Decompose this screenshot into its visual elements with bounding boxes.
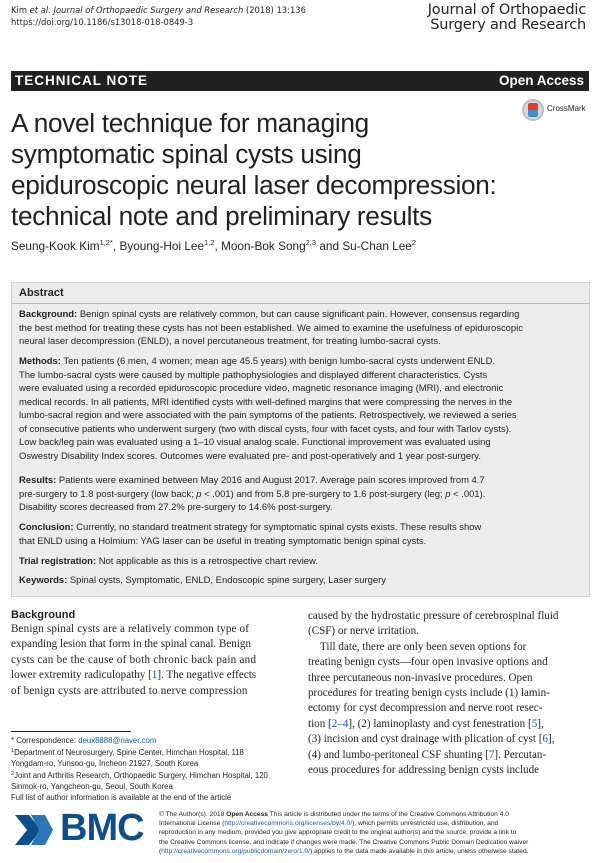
article-title <box>11 108 571 232</box>
body-line: Benign spinal cysts are a relatively common type of <box>11 623 250 635</box>
body-line: cysts can be the cause of both chronic back pain and <box>11 653 257 666</box>
public-domain-url-link[interactable]: http://creativecommons.org/publicdomain/zero/1.0/ <box>161 847 310 855</box>
doi-link[interactable]: https://doi.org/10.1186/s13018-018-0849-3 <box>11 17 194 27</box>
abstract-line: medical records. In all patients, MRI identified cysts with well-defined margins that were compressing the nerves in the <box>19 396 513 408</box>
bmc-logo-text: BMC <box>60 807 144 849</box>
body-line: Till date, there are only been seven options for <box>320 640 527 653</box>
citation-line <box>11 4 306 16</box>
reference-link[interactable]: 5 <box>531 717 538 730</box>
body-line: caused by the hydrostatic pressure of cerebrospinal fluid <box>308 610 559 622</box>
abstract-label: Trial registration: <box>19 556 97 567</box>
license-line <box>159 810 594 819</box>
abstract-background <box>19 308 585 349</box>
license-text: International License ( <box>159 820 225 828</box>
abstract-line <box>19 355 585 369</box>
body-paragraph-continued <box>308 655 589 778</box>
body-paragraph <box>308 609 589 640</box>
author-list <box>11 238 416 253</box>
body-line: (CSF) or nerve irritation. <box>308 625 419 638</box>
license-text: ), which permits unrestricted use, distribution, and <box>352 820 499 828</box>
reference-link[interactable]: 7 <box>488 748 495 761</box>
abstract-text: Benign spinal cysts are relatively common, but can cause significant pain. However, consensus regarding <box>77 309 520 320</box>
body-line <box>11 668 291 683</box>
affiliation-line <box>11 746 296 758</box>
abstract-line <box>19 308 585 322</box>
body-line: ectomy for cyst decompression and nerve root resec- <box>308 702 543 715</box>
article-type-bar <box>11 71 589 91</box>
body-text: lower extremity radiculopathy [ <box>11 669 152 682</box>
author-affiliation-sup: 2 <box>411 238 417 247</box>
license-line <box>159 819 594 828</box>
journal-name-line2: Surgery and Research <box>430 17 586 33</box>
abstract-results <box>19 474 585 515</box>
reference-link[interactable]: 6 <box>542 733 548 746</box>
abstract-text: Patients were examined between May 2016 and August 2017. Average pain scores improved from 4.7 <box>56 475 485 486</box>
abstract-line: neural laser decompression (ENLD), a novel percutaneous treatment, for treating lumbo-sacral cysts. <box>19 336 441 347</box>
p-value-symbol: p <box>196 488 202 500</box>
abstract-heading: Abstract <box>19 287 64 299</box>
author-affiliation-sup: 2,3 <box>305 238 317 247</box>
abstract-line: the best method for treating these cysts has not been established. We aimed to examine the usefulness of epiduroscopic <box>19 322 523 334</box>
abstract-box <box>11 282 590 597</box>
open-access-label: Open Access <box>498 73 584 88</box>
author-name[interactable]: and Su-Chan Lee <box>316 239 412 253</box>
abstract-divider <box>12 303 589 304</box>
abstract-label: Keywords: <box>19 575 68 586</box>
author-affiliation-sup: 1,2* <box>99 238 113 247</box>
open-access-note: Open Access <box>226 811 268 818</box>
abstract-conclusion <box>19 521 585 548</box>
footnotes <box>11 735 296 803</box>
crossmark-label: CrossMark <box>547 104 586 113</box>
abstract-line: The lumbo-sacral cysts were caused by multiple pathophysiologies and displayed different characteristics. Cysts <box>19 369 488 381</box>
body-line: three percutaneous non-invasive procedures. Open <box>308 671 533 684</box>
journal-name-line1: Journal of Orthopaedic <box>427 2 586 18</box>
citation-authors: Kim <box>11 5 30 15</box>
abstract-text: Not applicable as this is a retrospective chart review. <box>96 556 318 567</box>
citation-journal: et al. Journal of Orthopaedic Surgery and Research <box>29 5 244 15</box>
author-name[interactable]: , Moon-Bok Song <box>214 239 306 253</box>
abstract-text: Ten patients (6 men, 4 women; mean age 45.5 years) with benign lumbo-sacral cysts underwent ENLD. <box>60 356 496 367</box>
section-heading-background: Background <box>11 609 76 621</box>
author-name[interactable]: Seung-Kook Kim <box>11 239 100 253</box>
body-line: of benign cysts are attributed to nerve compression <box>11 684 248 697</box>
author-affiliation-sup: 1,2 <box>204 238 215 247</box>
full-author-info-note: Full list of author information is available at the end of the article <box>11 793 232 802</box>
bmc-logo[interactable] <box>11 807 146 850</box>
abstract-methods <box>19 355 585 463</box>
abstract-label: Results: <box>19 475 57 486</box>
abstract-text: Spinal cysts, Symptomatic, ENLD, Endoscopic spine surgery, Laser surgery <box>67 575 386 586</box>
correspondence-label: * Correspondence: <box>11 736 79 745</box>
affiliation-text: Department of Neurosurgery, Spine Center, Himchan Hospital, 118 <box>14 748 244 757</box>
abstract-line: lumbo-sacral region and were associated with the pain symptoms of the patients. Retrospectively, we reviewed a series <box>19 410 517 421</box>
abstract-line <box>19 521 585 535</box>
body-line: procedures for treating benign cysts include (1) lamin- <box>308 687 550 700</box>
license-text: ) applies to the data made available in this article, unless otherwise stated. <box>309 847 529 855</box>
abstract-line: that ENLD using a Holmium: YAG laser can be useful in treating symptomatic benign spinal cysts. <box>19 535 427 547</box>
author-name[interactable]: , Byoung-Hoi Lee <box>112 239 205 253</box>
body-text: ]. Percutan- <box>494 748 547 761</box>
body-text: ], (2) laminoplasty and cyst fenestration [ <box>348 717 532 730</box>
correspondence-email-link[interactable]: deux8888@naver.com <box>78 736 157 745</box>
abstract-text: Currently, no standard treatment strategy for symptomatic spinal cysts exists. These results show <box>73 522 482 533</box>
abstract-line <box>19 474 585 488</box>
abstract-label: Methods: <box>19 356 61 367</box>
title-line: epiduroscopic neural laser decompression: <box>11 170 497 200</box>
body-line: treating benign cysts—four open invasive options and <box>308 656 548 669</box>
body-line <box>308 748 589 763</box>
article-type-label: TECHNICAL NOTE <box>15 73 149 88</box>
abstract-line: Oswestry Disability Index scores. Outcomes were evaluated pre- and post-operatively and 1 year post-surgery. <box>19 450 481 462</box>
body-text: (3) incision and cyst drainage with plication of cyst [ <box>308 733 543 746</box>
license-text: This article is distributed under the terms of the Creative Commons Attribution 4.0 <box>268 811 509 818</box>
license-line: the Creative Commons license, and indicate if changes were made. The Creative Commons Public Domain Dedication waiver <box>159 838 529 846</box>
journal-name <box>428 3 586 33</box>
abstract-label: Conclusion: <box>19 522 74 533</box>
affiliation-sup: 2 <box>11 771 15 777</box>
body-right-column <box>308 609 589 778</box>
abstract-line: Disability scores decreased from 27.2% pre-surgery to 14.6% post-surgery. <box>19 502 333 513</box>
body-line <box>308 732 589 747</box>
license-text: ( <box>159 847 162 855</box>
abstract-line <box>19 574 585 588</box>
abstract-keywords <box>19 574 585 588</box>
abstract-label: Background: <box>19 309 78 320</box>
footnote-divider <box>11 731 131 732</box>
body-line: eous procedures for addressing benign cysts include <box>308 764 540 777</box>
body-line: expanding lesion that form in the spinal canal. Benign <box>11 638 251 651</box>
affiliation-line: Sinmok-ro, Yangcheon-gu, Seoul, South Korea <box>11 782 173 791</box>
title-line: technical note and preliminary results <box>11 201 432 231</box>
body-text: ], <box>537 717 544 730</box>
abstract-line <box>19 488 585 502</box>
affiliation-line <box>11 769 296 781</box>
abstract-text: < .001). <box>450 488 486 500</box>
p-value-symbol: p <box>445 488 451 500</box>
license-line <box>159 847 594 856</box>
affiliation-text: Joint and Arthritis Research, Orthopaedic Surgery, Himchan Hospital, 120 <box>14 771 268 780</box>
body-paragraph <box>308 640 589 655</box>
affiliation-sup: 1 <box>11 748 15 754</box>
title-line: A novel technique for managing <box>11 108 369 138</box>
affiliation-line: Yongdam-ro, Yunsoo-gu, Incheon 21927, South Korea <box>11 759 199 768</box>
license-notice <box>159 810 594 856</box>
license-line: reproduction in any medium, provided you give appropriate credit to the original author(s) and the source, provide a link to <box>159 829 517 837</box>
body-paragraph <box>11 622 291 699</box>
reference-link[interactable]: 1 <box>151 669 158 682</box>
correspondence-line <box>11 735 296 746</box>
abstract-line: of consecutive patients who underwent surgery (two with discal cysts, four with facet cysts, and four with Tarlov cysts). <box>19 423 512 435</box>
abstract-text: < .001) and from 5.8 pre-surgery to 1.6 post-surgery (leg; <box>201 488 446 500</box>
citation-volume: (2018) 13:136 <box>243 5 306 15</box>
license-url-link[interactable]: http://creativecommons.org/licenses/by/4.0/ <box>224 820 353 828</box>
body-text: ]. The negative effects <box>157 669 257 682</box>
abstract-line <box>19 555 585 569</box>
body-text: ], <box>548 733 555 746</box>
abstract-line: Low back/leg pain was evaluated using a 1–10 visual analog scale. Functional improvement was evaluated using <box>19 437 491 448</box>
abstract-trial-registration <box>19 555 585 569</box>
reference-link[interactable]: 2–4 <box>331 717 349 730</box>
abstract-text: pre-surgery to 1.8 post-surgery (low back; <box>19 488 197 500</box>
abstract-line: were evaluated using a recorded epiduroscopic procedure video, magnetic resonance imaging (MRI), and electronic <box>19 383 504 394</box>
body-left-column <box>11 609 291 699</box>
license-text: © The Author(s). 2018 <box>159 811 227 818</box>
body-text: tion [ <box>308 717 332 730</box>
title-line: symptomatic spinal cysts using <box>11 139 362 169</box>
body-line <box>308 717 589 732</box>
article-header <box>11 4 306 28</box>
body-text: (4) and lumbo-peritoneal CSF shunting [ <box>308 748 489 761</box>
bmc-logo-icon <box>11 813 55 847</box>
